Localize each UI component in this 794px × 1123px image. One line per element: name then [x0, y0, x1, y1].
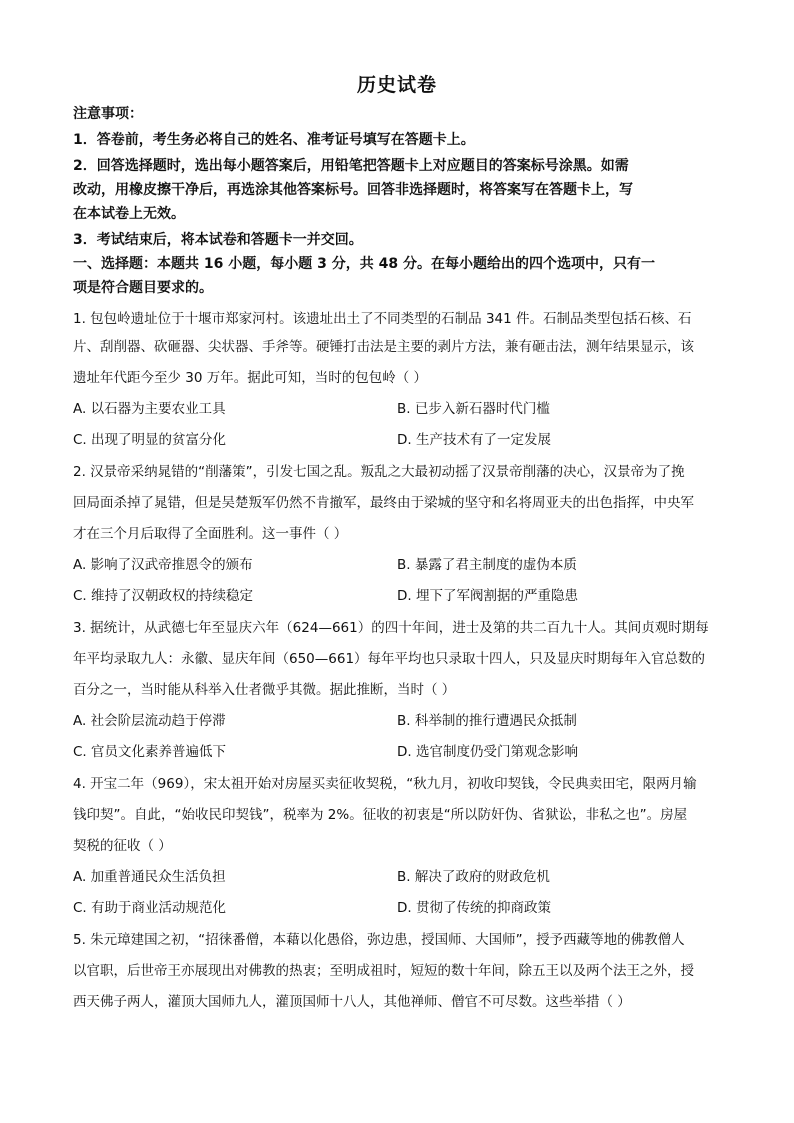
question-3-option-a: A. 社会阶层流动趋于停滞	[73, 713, 226, 729]
page-title: 历史试卷	[356, 74, 437, 96]
question-3-text: 年平均录取九人：永徽、显庆年间（650—661）每年平均也只录取十四人，只及显庆时期每年入官总数的	[73, 651, 706, 667]
notice-item: 1．答卷前，考生务必将自己的姓名、准考证号填写在答题卡上。	[73, 132, 475, 148]
question-1-text: 遗址年代距今至少 30 万年。据此可知，当时的包包岭（ ）	[73, 370, 428, 386]
section-heading: 项是符合题目要求的。	[73, 280, 213, 296]
question-4-option-a: A. 加重普通民众生活负担	[73, 869, 226, 885]
question-1-text: 片、刮削器、砍砸器、尖状器、手斧等。硬锤打击法是主要的剥片方法，兼有砸击法，测年结果显示，该	[73, 339, 694, 355]
question-4-option-d: D. 贯彻了传统的抑商政策	[397, 900, 551, 916]
question-4-option-c: C. 有助于商业活动规范化	[73, 900, 227, 916]
question-2-text: 2. 汉景帝采纳晁错的“削藩策”，引发七国之乱。叛乱之大最初动摇了汉景帝削藩的决心，汉景帝为了挽	[73, 464, 685, 480]
question-1-text: 1. 包包岭遗址位于十堰市郑家河村。该遗址出土了不同类型的石制品 341 件。石制品类型包括石核、石	[73, 311, 692, 327]
question-2-text: 回局面杀掉了晁错，但是吴楚叛军仍然不肯撤军，最终由于梁城的坚守和名将周亚夫的出色指挥，中央军	[73, 495, 694, 511]
notice-item: 改动，用橡皮擦干净后，再选涂其他答案标号。回答非选择题时，将答案写在答题卡上，写	[73, 182, 633, 198]
question-3-option-d: D. 选官制度仍受门第观念影响	[397, 744, 578, 760]
question-2-option-a: A. 影响了汉武帝推恩令的颁布	[73, 557, 253, 573]
question-1-option-c: C. 出现了明显的贫富分化	[73, 432, 227, 448]
notice-item: 在本试卷上无效。	[73, 206, 185, 222]
notice-item: 3．考试结束后，将本试卷和答题卡一并交回。	[73, 232, 363, 248]
question-2-option-d: D. 埋下了军阀割据的严重隐患	[397, 588, 578, 604]
notice-item: 2．回答选择题时，选出每小题答案后，用铅笔把答题卡上对应题目的答案标号涂黑。如需	[73, 158, 629, 174]
section-heading: 一、选择题：本题共 16 小题，每小题 3 分，共 48 分。在每小题给出的四个选项中，只有一	[73, 256, 655, 272]
question-4-text: 契税的征收（ ）	[73, 838, 172, 854]
question-5-text: 以官职，后世帝王亦展现出对佛教的热衷；至明成祖时，短短的数十年间，除五王以及两个法王之外，授	[73, 963, 694, 979]
question-4-option-b: B. 解决了政府的财政危机	[397, 869, 550, 885]
question-2-text: 才在三个月后取得了全面胜利。这一事件（ ）	[73, 526, 348, 542]
question-2-option-c: C. 维持了汉朝政权的持续稳定	[73, 588, 254, 604]
question-5-text: 5. 朱元璋建国之初，“招徕番僧，本藉以化愚俗，弥边患，授国师、大国师”，授予西藏等地的佛教僧人	[73, 932, 685, 948]
question-5-text: 西天佛子两人，灌顶大国师九人，灌顶国师十八人，其他禅师、僧官不可尽数。这些举措（ ）	[73, 994, 631, 1010]
question-2-option-b: B. 暴露了君主制度的虚伪本质	[397, 557, 577, 573]
question-3-text: 百分之一，当时能从科举入仕者微乎其微。据此推断，当时（ ）	[73, 682, 456, 698]
question-1-option-b: B. 已步入新石器时代门槛	[397, 401, 550, 417]
question-3-text: 3. 据统计，从武德七年至显庆六年（624—661）的四十年间，进士及第的共二百九十人。其间贞观时期每	[73, 620, 709, 636]
question-4-text: 钱印契”。自此，“始收民印契钱”，税率为 2%。征收的初衷是“所以防奸伪、省狱讼，非私之也”。房屋	[73, 807, 688, 823]
question-1-option-d: D. 生产技术有了一定发展	[397, 432, 551, 448]
question-1-option-a: A. 以石器为主要农业工具	[73, 401, 226, 417]
notice-heading: 注意事项：	[73, 106, 143, 122]
question-4-text: 4. 开宝二年（969），宋太祖开始对房屋买卖征收契税，“秋九月，初收印契钱，令民典卖田宅，限两月输	[73, 776, 697, 792]
question-3-option-b: B. 科举制的推行遭遇民众抵制	[397, 713, 577, 729]
question-3-option-c: C. 官员文化素养普遍低下	[73, 744, 227, 760]
